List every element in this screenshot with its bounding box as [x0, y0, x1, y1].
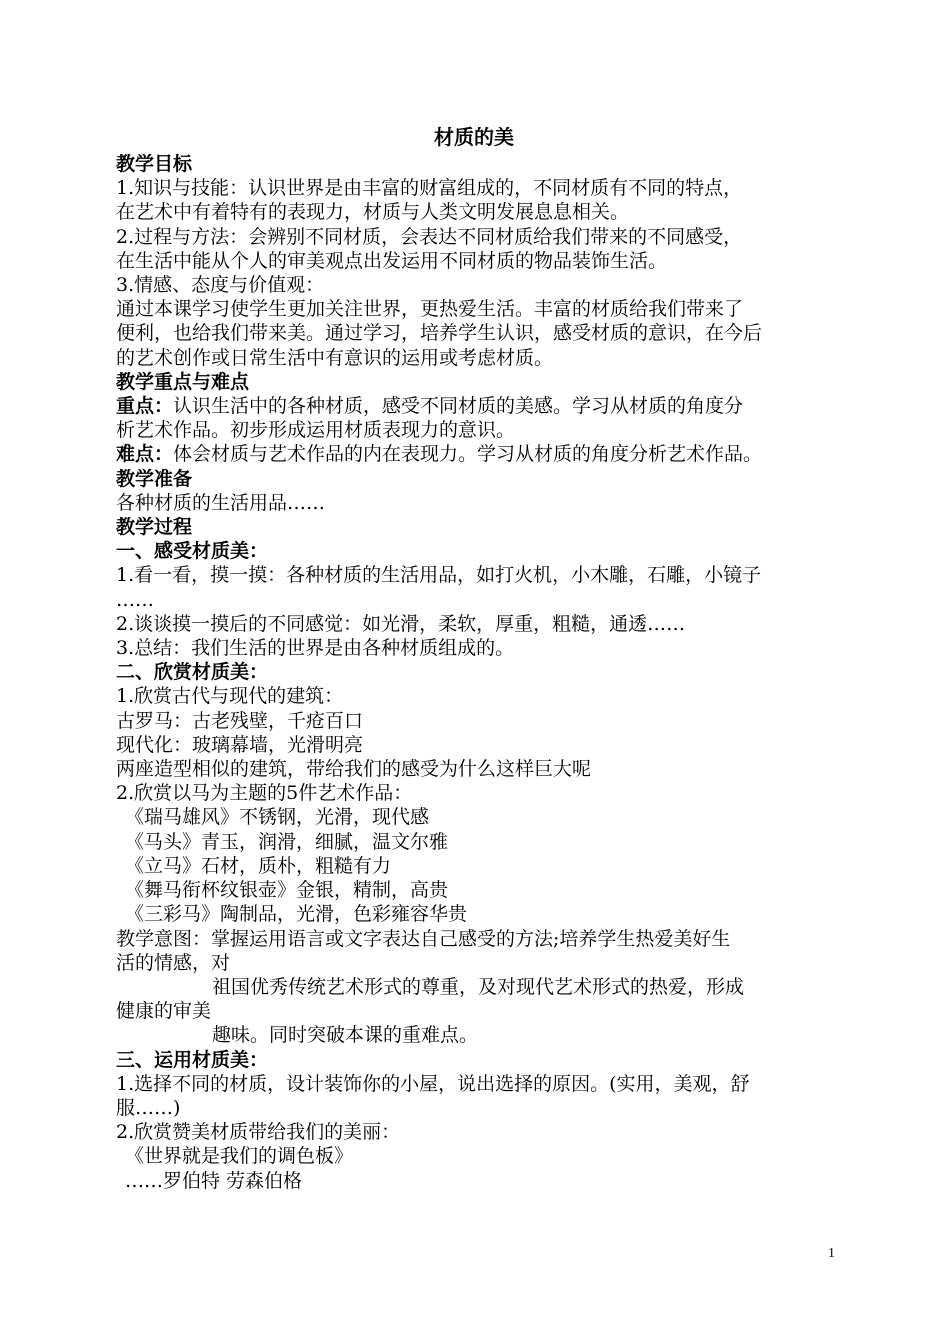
line-text: 2.欣赏以马为主题的5件艺术作品：: [116, 782, 413, 805]
line-text: 教学准备: [116, 467, 193, 490]
line-text: 在生活中能从个人的审美观点出发运用不同材质的物品装饰生活。: [116, 249, 668, 272]
text-line: [116, 321, 856, 345]
line-label: 难点：: [116, 443, 174, 466]
text-line: [116, 636, 856, 660]
text-line: [116, 491, 856, 515]
text-line: [116, 563, 856, 587]
line-text: 古罗马：古老残壁，千疮百口: [116, 709, 364, 732]
line-text: 《立马》石材，质朴，粗糙有力: [125, 854, 392, 877]
text-line: [116, 757, 856, 781]
text-line: [116, 902, 856, 926]
line-text: 1.看一看，摸一摸：各种材质的生活用品，如打火机，小木雕，石雕，小镜子: [116, 564, 762, 587]
text-line: [116, 442, 856, 466]
text-line: [116, 709, 856, 733]
section-heading: [116, 660, 856, 684]
text-line: [116, 951, 856, 975]
text-line: [116, 612, 856, 636]
text-line: [116, 588, 856, 612]
text-line: [116, 1023, 856, 1047]
line-text: 祖国优秀传统艺术形式的尊重，及对现代艺术形式的热爱，形成: [212, 975, 745, 998]
text-line: [116, 975, 856, 999]
text-line: [116, 1072, 856, 1096]
text-line: [116, 418, 856, 442]
line-text: 三、运用材质美：: [116, 1048, 269, 1071]
text-line: [116, 297, 856, 321]
text-line: [116, 684, 856, 708]
line-text: 3.总结：我们生活的世界是由各种材质组成的。: [116, 637, 515, 660]
line-text: ……: [116, 588, 154, 611]
line-text: 《瑞马雄风》不锈钢，光滑，现代感: [125, 806, 430, 829]
text-line: [116, 176, 856, 200]
line-text: 教学重点与难点: [116, 370, 250, 393]
line-text: 的艺术创作或日常生活中有意识的运用或考虑材质。: [116, 346, 554, 369]
section-heading: [116, 152, 856, 176]
text-line: [116, 1144, 856, 1168]
line-text: 教学目标: [116, 153, 193, 175]
line-text: 《马头》青玉，润滑，细腻，温文尔雅: [125, 830, 449, 853]
line-text: 3.情感、态度与价值观：: [116, 274, 325, 297]
text-line: [116, 249, 856, 273]
text-line: [116, 1096, 856, 1120]
text-line: [116, 878, 856, 902]
section-heading: [116, 467, 856, 491]
text-line: [116, 225, 856, 249]
text-line: [116, 854, 856, 878]
line-text: 各种材质的生活用品……: [116, 491, 326, 514]
line-text: 教学意图：掌握运用语言或文字表达自己感受的方法;培养学生热爱美好生: [116, 927, 731, 950]
page-title: 材质的美: [434, 125, 514, 149]
text-line: [116, 273, 856, 297]
text-line: [116, 733, 856, 757]
line-label: 重点：: [116, 395, 174, 418]
line-text: 析艺术作品。初步形成运用材质表现力的意识。: [116, 419, 516, 442]
section-heading: [116, 1048, 856, 1072]
line-text: 现代化：玻璃幕墙，光滑明亮: [116, 733, 364, 756]
line-text: 2.欣赏赞美材质带给我们的美丽：: [116, 1121, 401, 1144]
text-line: [116, 394, 856, 418]
line-text: 体会材质与艺术作品的内在表现力。学习从材质的角度分析艺术作品。: [173, 443, 763, 466]
line-text: 两座造型相似的建筑，带给我们的感受为什么这样巨大呢: [116, 758, 592, 781]
line-text: 趣味。同时突破本课的重难点。: [212, 1024, 479, 1047]
text-line: [116, 1169, 856, 1193]
line-text: 1.知识与技能：认识世界是由丰富的财富组成的，不同材质有不同的特点，: [116, 177, 743, 200]
text-line: [116, 927, 856, 951]
line-text: 2.谈谈摸一摸后的不同感觉：如光滑，柔软，厚重，粗糙，通透……: [116, 612, 686, 635]
line-text: 便利，也给我们带来美。通过学习，培养学生认识，感受材质的意识，在今后: [116, 322, 763, 345]
text-line: [116, 805, 856, 829]
line-text: 1.欣赏古代与现代的建筑：: [116, 685, 344, 708]
section-heading: [116, 539, 856, 563]
line-text: 1.选择不同的材质，设计装饰你的小屋，说出选择的原因。(实用，美观，舒: [116, 1072, 750, 1095]
line-text: 教学过程: [116, 516, 193, 539]
line-text: 通过本课学习使学生更加关注世界，更热爱生活。丰富的材质给我们带来了: [116, 298, 744, 321]
line-text: 一、感受材质美：: [116, 540, 269, 563]
line-text: 服……): [116, 1096, 181, 1119]
section-heading: [116, 370, 856, 394]
line-text: 认识生活中的各种材质，感受不同材质的美感。学习从材质的角度分: [173, 395, 744, 418]
document-body: [116, 122, 856, 1193]
line-text: 《三彩马》陶制品，光滑，色彩雍容华贵: [125, 903, 468, 926]
text-line: [116, 830, 856, 854]
line-text: 《舞马衔杯纹银壶》金银，精制，高贵: [125, 879, 449, 902]
line-text: 二、欣赏材质美：: [116, 661, 269, 684]
text-line: [116, 781, 856, 805]
line-text: 活的情感，对: [116, 951, 231, 974]
page-number: 1: [828, 1246, 835, 1261]
text-line: [116, 200, 856, 224]
line-text: 《世界就是我们的调色板》: [125, 1145, 354, 1168]
document-lines: [116, 152, 856, 1193]
line-text: 在艺术中有着特有的表现力，材质与人类文明发展息息相关。: [116, 201, 630, 224]
text-line: [116, 999, 856, 1023]
text-line: [116, 346, 856, 370]
line-text: ……罗伯特 劳森伯格: [125, 1169, 303, 1192]
line-text: 2.过程与方法：会辨别不同材质，会表达不同材质给我们带来的不同感受，: [116, 225, 743, 248]
section-heading: [116, 515, 856, 539]
text-line: [116, 1120, 856, 1144]
line-text: 健康的审美: [116, 1000, 212, 1023]
